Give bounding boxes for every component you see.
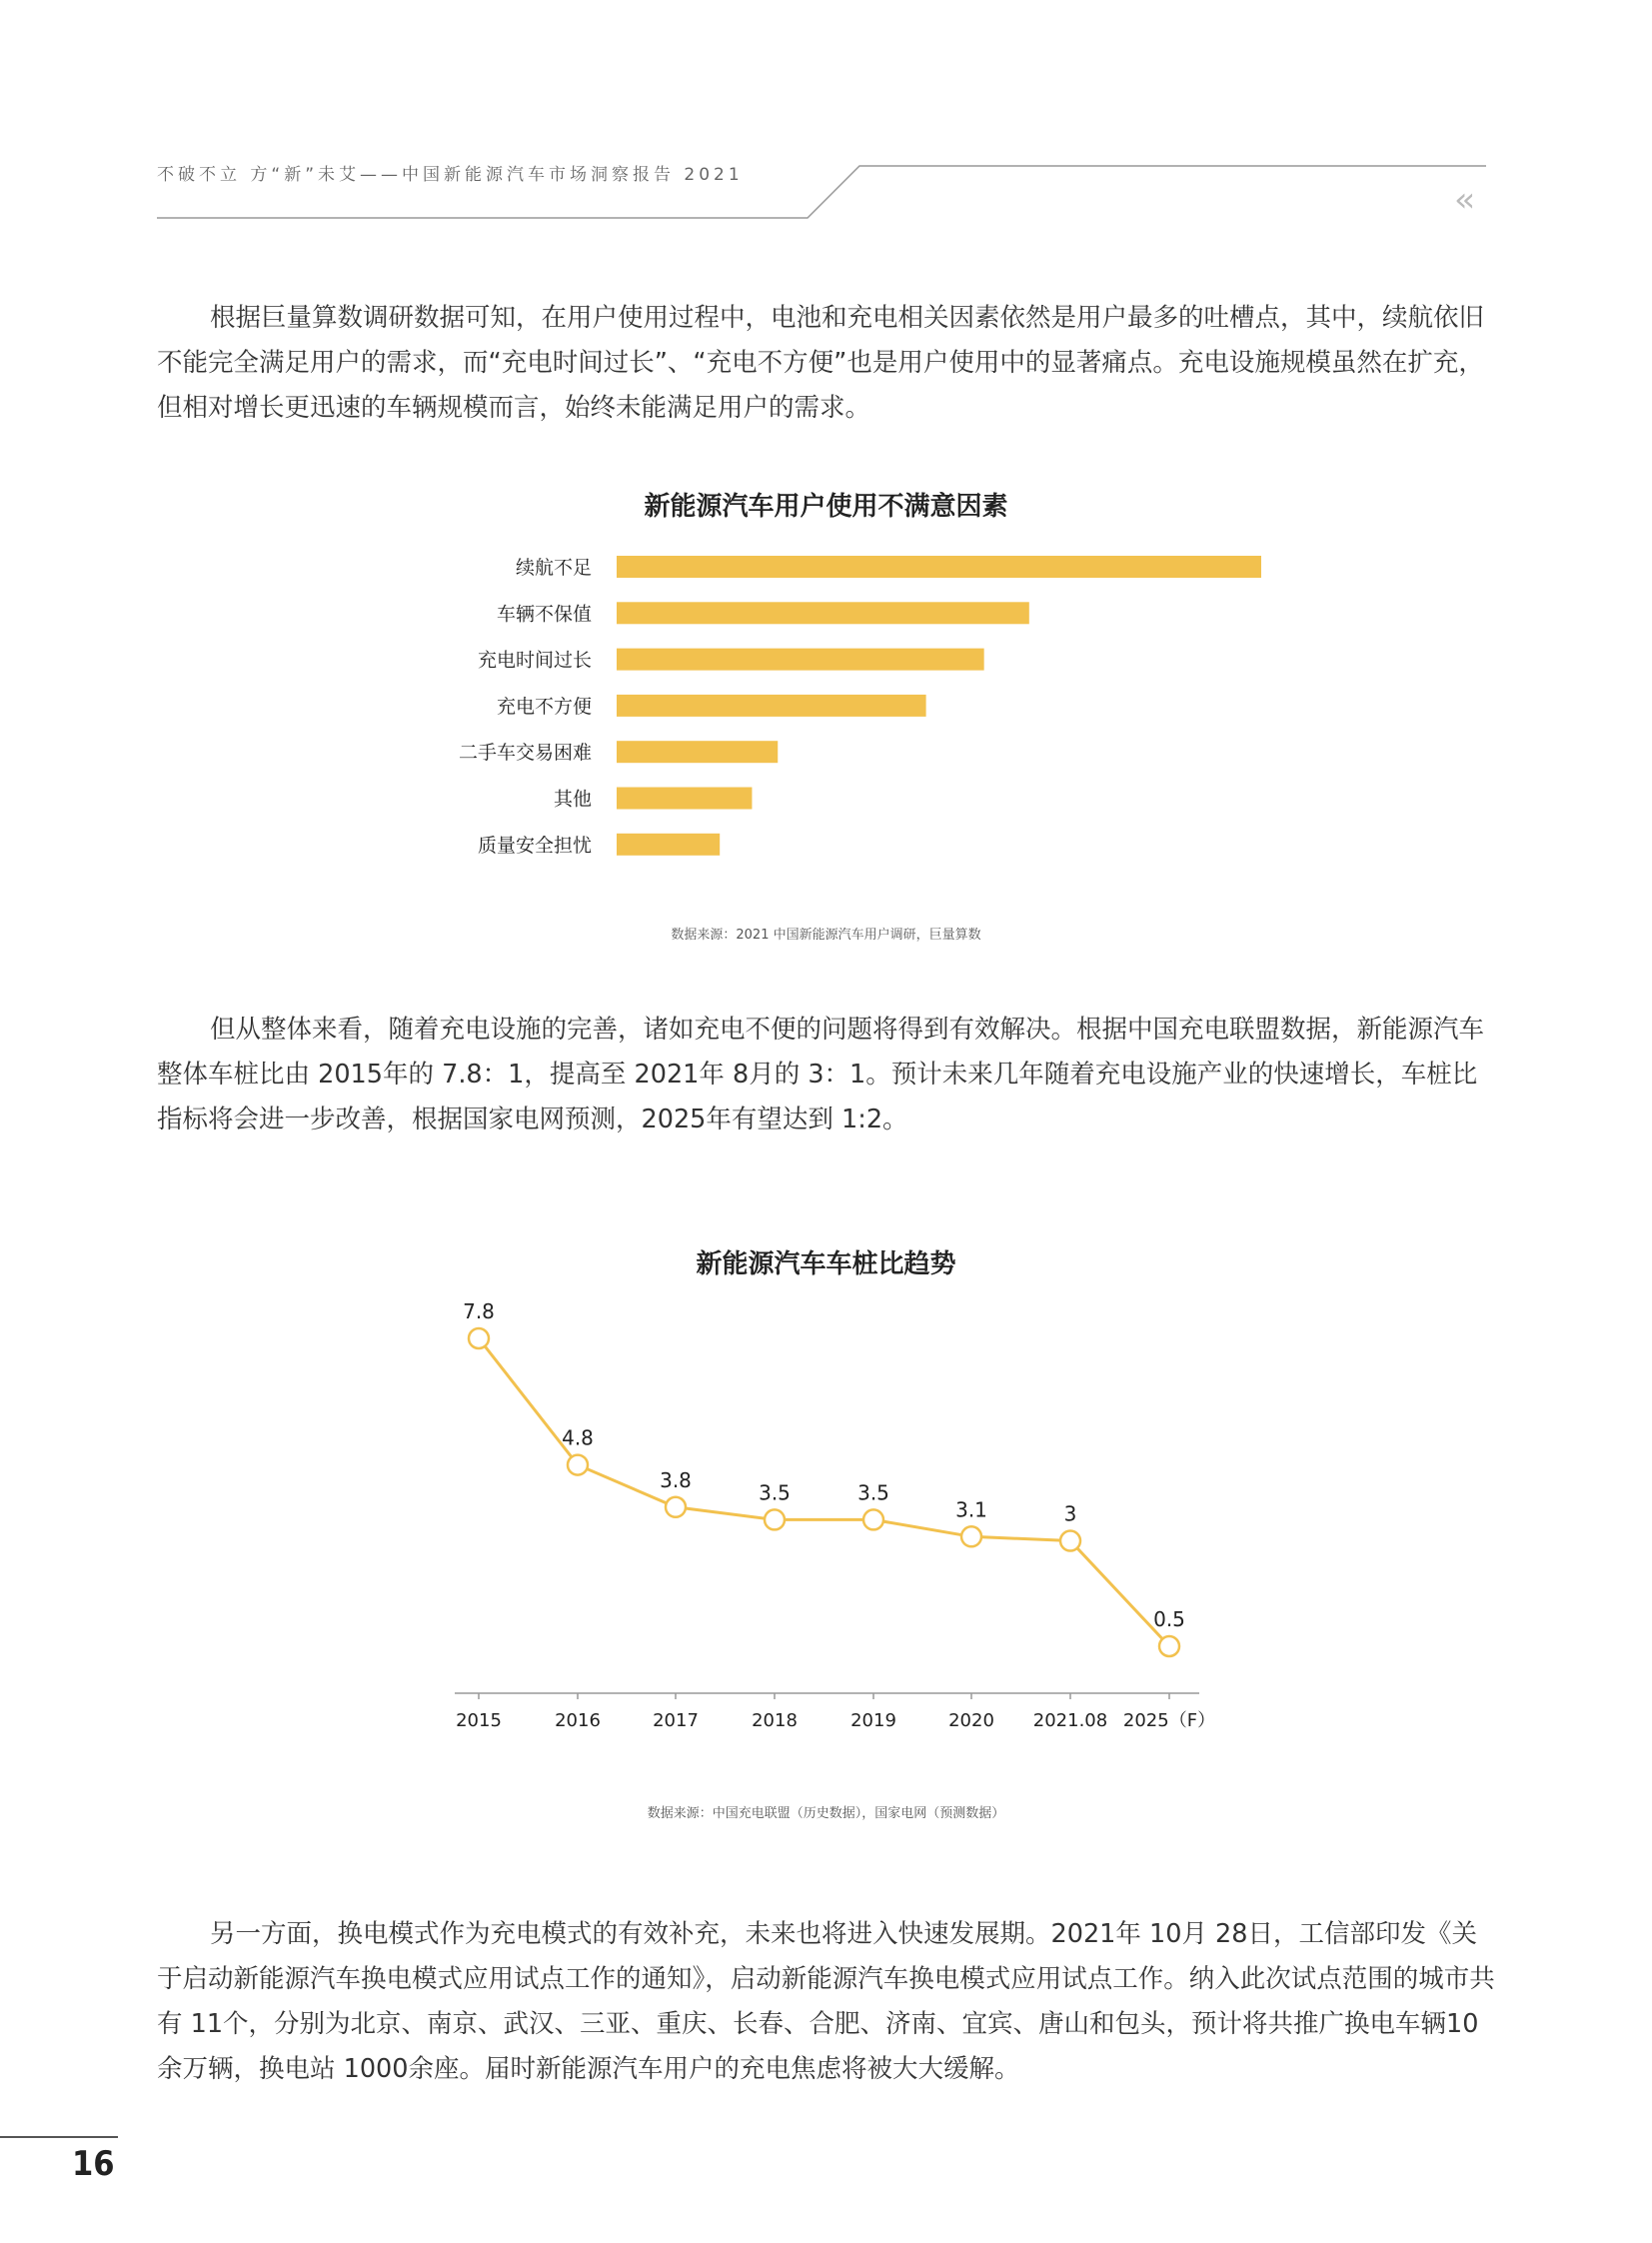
data-point xyxy=(666,1497,686,1517)
x-tick-label: 2015 xyxy=(456,1710,502,1731)
paragraph-1: 根据巨量算数调研数据可知，在用户使用过程中，电池和充电相关因素依然是用户最多的吐槽点，其中，续航依旧不能完全满足用户的需求，而“充电时间过长”、“充电不方便”也是用户使用中的显著痛点。充电设施规模虽然在扩充，但相对增长更迅速的车辆规模而言，始终未能满足用户的需求。 xyxy=(157,303,1485,423)
data-label: 0.5 xyxy=(1153,1607,1185,1631)
bar xyxy=(617,695,926,717)
data-point xyxy=(961,1526,981,1546)
header-rule xyxy=(0,0,1652,240)
bar xyxy=(617,602,1029,624)
report-title: 不破不立 方“新”未艾——中国新能源汽车市场洞察报告 2021 xyxy=(157,165,744,185)
double-chevron-left-icon[interactable]: ‹‹ xyxy=(1454,180,1470,220)
x-tick-label: 2017 xyxy=(653,1710,699,1731)
bar-category-label: 其他 xyxy=(553,788,592,811)
x-tick-label: 2019 xyxy=(850,1710,896,1731)
bar xyxy=(617,788,752,810)
page-number: 16 xyxy=(72,2144,115,2184)
x-tick-label: 2020 xyxy=(948,1710,994,1731)
series-line xyxy=(479,1338,1169,1646)
data-point xyxy=(469,1328,489,1348)
bar xyxy=(617,556,1261,578)
data-point xyxy=(765,1509,785,1529)
data-label: 4.8 xyxy=(562,1425,594,1450)
data-label: 3 xyxy=(1063,1501,1077,1526)
data-point xyxy=(1159,1636,1179,1656)
data-label: 3.5 xyxy=(759,1480,791,1505)
bar xyxy=(617,834,720,856)
bar-chart-title: 新能源汽车用户使用不满意因素 xyxy=(644,492,1008,522)
bar-category-label: 二手车交易困难 xyxy=(458,742,592,765)
bar xyxy=(617,741,778,763)
x-tick-label: 2025（F） xyxy=(1122,1710,1216,1731)
data-point xyxy=(863,1509,883,1529)
data-point xyxy=(1060,1531,1080,1551)
footer-rule xyxy=(0,2136,118,2138)
x-tick-label: 2016 xyxy=(555,1710,601,1731)
data-label: 7.8 xyxy=(463,1299,495,1323)
bar-category-label: 充电不方便 xyxy=(496,695,592,718)
data-label: 3.1 xyxy=(955,1497,987,1522)
bar-chart xyxy=(0,540,1652,940)
bar-category-label: 车辆不保值 xyxy=(496,603,592,626)
line-chart-title: 新能源汽车车桩比趋势 xyxy=(696,1249,956,1279)
bar-category-label: 质量安全担忧 xyxy=(477,834,592,857)
bar-chart-source: 数据来源：2021 中国新能源汽车用户调研，巨量算数 xyxy=(671,928,981,943)
data-label: 3.5 xyxy=(857,1480,889,1505)
line-chart xyxy=(0,1289,1652,1739)
paragraph-3: 另一方面，换电模式作为充电模式的有效补充，未来也将进入快速发展期。2021年 10月 28日，工信部印发《关于启动新能源汽车换电模式应用试点工作的通知》，启动新能源汽车换电模式应用试点工作。纳入此次试点范围的城市共有 11个，分别为北京、南京、武汉、三亚、重庆、长春、合肥、济南、宜宾、唐山和包头，预计将共推广换电车辆10余万辆，换电站 1000余座。届时新能源汽车用户的充电焦虑将被大大缓解。 xyxy=(157,1919,1495,2084)
data-label: 3.8 xyxy=(660,1467,692,1492)
data-point xyxy=(568,1455,588,1475)
x-tick-label: 2021.08 xyxy=(1032,1710,1108,1731)
bar-category-label: 续航不足 xyxy=(515,557,592,579)
paragraph-2: 但从整体来看，随着充电设施的完善，诸如充电不便的问题将得到有效解决。根据中国充电联盟数据，新能源汽车整体车桩比由 2015年的 7.8：1，提高至 2021年 8月的 3：1。预计未来几年随着充电设施产业的快速增长，车桩比指标将会进一步改善，根据国家电网预测，2025年有望达到 1:2。 xyxy=(157,1015,1485,1134)
bar-category-label: 充电时间过长 xyxy=(477,649,592,672)
line-chart-source: 数据来源：中国充电联盟（历史数据），国家电网（预测数据） xyxy=(647,1806,1005,1821)
bar xyxy=(617,649,984,671)
x-tick-label: 2018 xyxy=(752,1710,798,1731)
